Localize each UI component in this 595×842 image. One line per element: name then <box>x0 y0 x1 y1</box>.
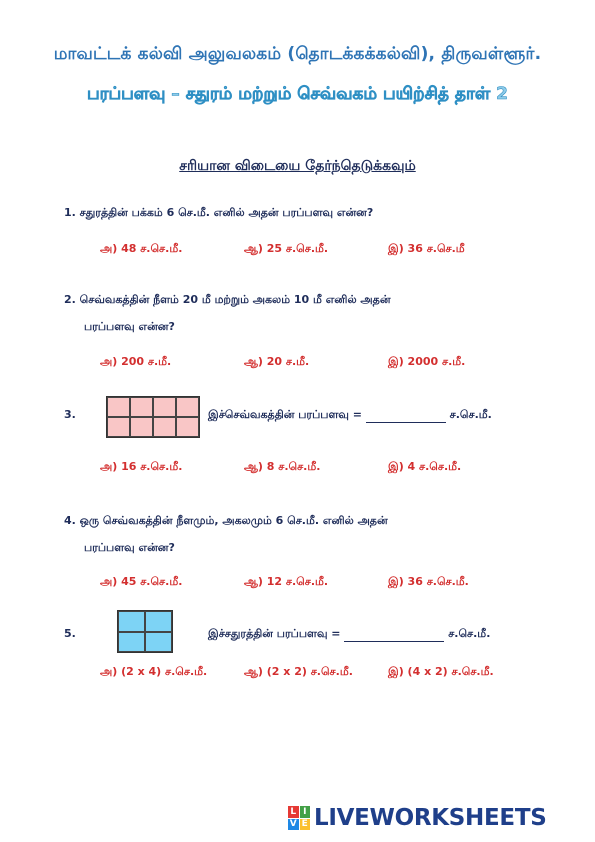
logo-letter-i: I <box>300 806 311 818</box>
question-5-option-c[interactable]: இ) (4 x 2) ச.செ.மீ. <box>388 665 494 678</box>
worksheet-title: பரப்பளவு – சதுரம் மற்றும் செவ்வகம் பயிற்சித் தாள் 2 <box>87 84 508 104</box>
logo-letter-l: L <box>288 806 299 818</box>
logo-letter-e: E <box>300 819 311 831</box>
question-1-option-c[interactable]: இ) 36 ச.செ.மீ <box>388 242 465 255</box>
header-title: மாவட்டக் கல்வி அலுவலகம் (தொடக்கக்கல்வி), திருவள்ளூர். <box>53 44 542 64</box>
question-2-option-a[interactable]: அ) 200 ச.மீ. <box>100 355 172 368</box>
instruction-heading: சரியான விடையை தேர்ந்தெடுக்கவும் <box>179 158 416 174</box>
question-2-option-b[interactable]: ஆ) 20 ச.மீ. <box>244 355 310 368</box>
question-3-option-a[interactable]: அ) 16 ச.செ.மீ. <box>100 460 183 473</box>
pink-rectangle-grid <box>106 396 200 438</box>
blue-square-grid <box>117 610 173 653</box>
question-2-text-line1: 2. செவ்வகத்தின் நீளம் 20 மீ மற்றும் அகலம் 10 மீ எனில் அதன் <box>64 293 391 306</box>
question-4-option-b[interactable]: ஆ) 12 ச.செ.மீ. <box>244 575 329 588</box>
question-3-text: இச்செவ்வகத்தின் பரப்பளவு = ச.செ.மீ. <box>208 408 492 421</box>
question-4-option-a[interactable]: அ) 45 ச.செ.மீ. <box>100 575 183 588</box>
question-4-text-line2: பரப்பளவு என்ன? <box>84 541 175 554</box>
question-1-option-b[interactable]: ஆ) 25 ச.செ.மீ. <box>244 242 329 255</box>
question-4-text-line1: 4. ஒரு செவ்வகத்தின் நீளமும், அகலமும் 6 செ.மீ. எனில் அதன் <box>64 514 388 527</box>
question-3-option-b[interactable]: ஆ) 8 ச.செ.மீ. <box>244 460 321 473</box>
liveworksheets-logo <box>288 804 546 832</box>
logo-letter-v: V <box>289 819 297 830</box>
question-5-option-b[interactable]: ஆ) (2 x 2) ச.செ.மீ. <box>244 665 353 678</box>
question-5-text: இச்சதுரத்தின் பரப்பளவு = ச.செ.மீ. <box>208 627 491 640</box>
question-2-text-line2: பரப்பளவு என்ன? <box>84 320 175 333</box>
question-3-number: 3. <box>64 408 76 421</box>
question-5-number: 5. <box>64 627 76 640</box>
question-2-option-c[interactable]: இ) 2000 ச.மீ. <box>388 355 466 368</box>
question-4-option-c[interactable]: இ) 36 ச.செ.மீ. <box>388 575 469 588</box>
question-5-option-a[interactable]: அ) (2 x 4) ச.செ.மீ. <box>100 665 208 678</box>
question-1-text: 1. சதுரத்தின் பக்கம் 6 செ.மீ. எனில் அதன் பரப்பளவு என்ன? <box>64 206 374 219</box>
question-3-answer-blank[interactable] <box>366 410 446 423</box>
question-3-option-c[interactable]: இ) 4 ச.செ.மீ. <box>388 460 462 473</box>
live-badge-icon <box>288 806 310 830</box>
question-1-option-a[interactable]: அ) 48 ச.செ.மீ. <box>100 242 183 255</box>
logo-text: LIVEWORKSHEETS <box>314 805 547 831</box>
question-5-answer-blank[interactable] <box>344 629 444 642</box>
